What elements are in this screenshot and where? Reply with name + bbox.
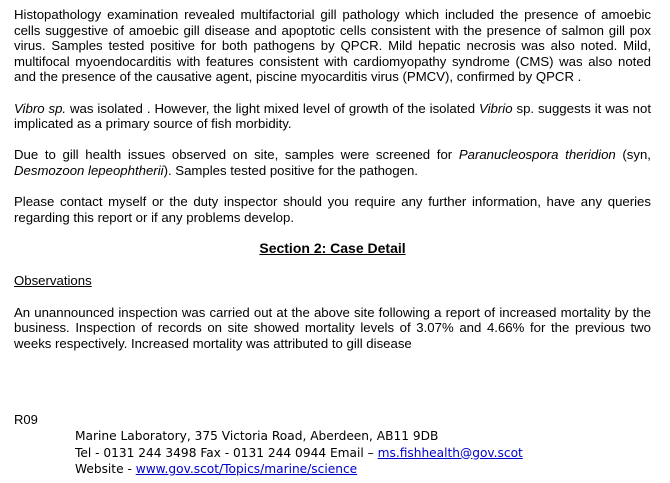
vibrio-text-2: sp. suggests it was not implicated as a primary source of fish morbidity. [14, 100, 652, 132]
observations-heading: Observations [14, 272, 92, 288]
vibrio-species-name: Vibro sp. [14, 100, 67, 116]
vibrio-paragraph [14, 101, 651, 132]
contact-paragraph: Please contact myself or the duty inspector should you require any further information, have any queries regarding this report or if any problems develop. [14, 194, 651, 225]
website-link[interactable]: www.gov.scot/Topics/marine/science [135, 462, 358, 476]
footer-phone-fax: Tel - 0131 244 3498 Fax - 0131 244 0944 Email – [75, 445, 378, 460]
section-title: Section 2: Case Detail [259, 240, 406, 257]
gill-screening-paragraph [14, 147, 651, 178]
footer [75, 428, 523, 478]
histopathology-paragraph: Histopathology examination revealed multifactorial gill pathology which included the presence of amoebic cells suggestive of amoebic gill disease and apoptotic cells consistent with the presence of salmon gill pox virus. Samples tested positive for both pathogens by QPCR. Mild hepatic necrosis was also noted. Mild, multifocal myoendocarditis with features consistent with cardiomyopathy syndrome (CMS) was also noted and the presence of the causative agent, piscine myocarditis virus (PMCV), confirmed by QPCR . [14, 7, 651, 85]
report-body [14, 7, 651, 351]
vibrio-genus-name: Vibrio [479, 100, 513, 116]
inspection-paragraph: An unannounced inspection was carried out at the above site following a report of increased mortality by the business. Inspection of records on site showed mortality levels of 3.07% and 4.66% for the previous two weeks respectively. Increased mortality was attributed to gill disease [14, 304, 651, 351]
email-link[interactable]: ms.fishhealth@gov.scot [377, 445, 523, 460]
website-prefix: Website - [75, 462, 136, 476]
screening-text-3: ). Samples tested positive for the pathogen. [163, 162, 418, 178]
footer-address: Marine Laboratory, 375 Victoria Road, Aberdeen, AB11 9DB [75, 429, 439, 443]
footer-website [75, 461, 523, 478]
reference-code: R09 [14, 412, 38, 427]
desmozoon-name: Desmozoon lepeophtherii [14, 162, 164, 178]
screening-text-1: Due to gill health issues observed on site, samples were screened for [14, 147, 459, 163]
paranucleospora-name: Paranucleospora theridion [458, 147, 616, 163]
footer-contact [75, 445, 523, 462]
screening-text-2: (syn, [615, 147, 651, 163]
vibrio-text-1: was isolated . However, the light mixed level of growth of the isolated [66, 100, 480, 116]
